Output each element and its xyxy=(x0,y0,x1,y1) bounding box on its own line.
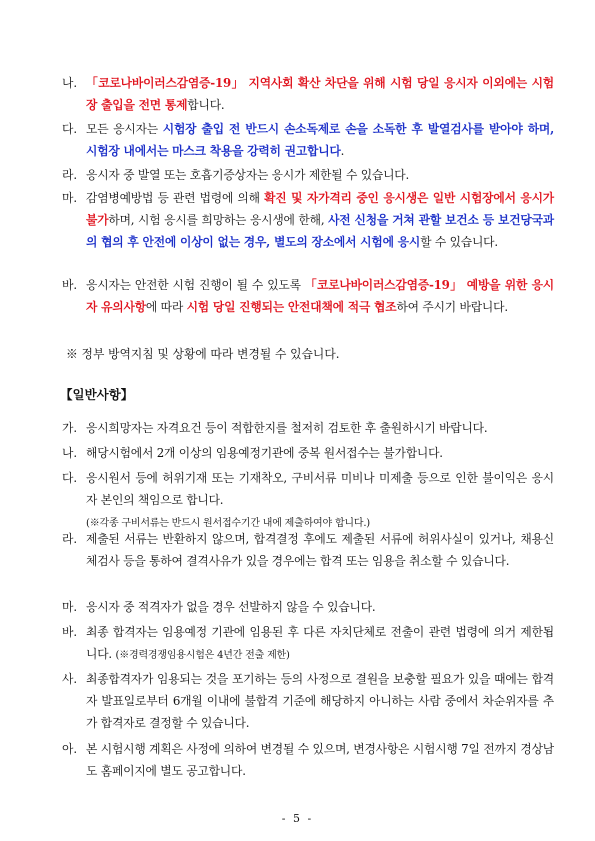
emphasis-red-text: 시험 당일 진행되는 안전대책에 적극 협조 xyxy=(186,300,397,314)
item-body xyxy=(86,668,554,734)
item-body xyxy=(86,467,554,535)
body-text: 합니다. xyxy=(187,98,225,112)
item-body xyxy=(86,442,554,464)
body-text: 응시자는 안전한 시험 진행이 될 수 있도록 xyxy=(86,278,305,292)
item-body xyxy=(86,187,554,253)
emphasis-blue-text: 사전 신청을 거쳐 관할 보건소 등 보건당국과의 협의 후 안전에 이상이 없는 경우, 별도의 장소에서 시험에 응시 xyxy=(86,213,555,249)
body-text: 할 수 있습니다. xyxy=(420,235,498,249)
general-item-na xyxy=(62,442,554,464)
body-text: 응시희망자는 자격요건 등이 적합한지를 철저히 검토한 후 출원하시기 바랍니다. xyxy=(86,421,488,435)
item-body xyxy=(86,528,554,572)
item-marker: 바. xyxy=(62,278,78,292)
body-text: 본 시험시행 계획은 사정에 의하여 변경될 수 있으며, 변경사항은 시험시행 7일 전까지 경상남도 홈페이지에 별도 공고합니다. xyxy=(86,742,554,778)
item-marker: 마. xyxy=(62,191,78,205)
parenthetical-note: (※각종 구비서류는 반드시 원서접수기간 내에 제출하여야 합니다.) xyxy=(86,518,371,529)
item-marker: 나. xyxy=(62,76,78,90)
item-marker: 마. xyxy=(62,600,78,614)
item-body xyxy=(86,417,554,439)
general-item-ma xyxy=(62,596,554,618)
general-item-ga xyxy=(62,417,554,439)
body-text: 최종 합격자는 임용예정 기관에 임용된 후 다른 자치단체로 전출이 관련 법령에 의거 제한됩니다. xyxy=(86,625,554,661)
general-item-da xyxy=(62,467,554,535)
emphasis-blue-text: 시험장 출입 전 반드시 손소독제로 손을 소독한 후 발열검사를 받아야 하며, 시험장 내에서는 마스크 착용을 강력히 권고합니다 xyxy=(86,122,555,158)
notice-item-ma xyxy=(62,187,554,253)
emphasis-red-text: 「코로나바이러스감염증-19」 지역사회 확산 차단을 위해 시험 당일 응시자 이외에는 시험장 출입을 전면 통제 xyxy=(86,76,554,112)
body-text: 모든 응시자는 xyxy=(86,122,163,136)
item-marker: 가. xyxy=(62,421,78,435)
notice-item-ba xyxy=(62,274,554,318)
body-text: 제출된 서류는 반환하지 않으며, 합격결정 후에도 제출된 서류에 허위사실이 있거나, 채용신체검사 등을 통하여 결격사유가 있을 경우에는 합격 또는 임용을 취소할 수 있습니다. xyxy=(86,532,554,568)
body-text: 해당시험에서 2개 이상의 임용예정기관에 중복 원서접수는 불가합니다. xyxy=(86,446,443,460)
item-body xyxy=(86,118,554,162)
body-text: 하며, 시험 응시를 희망하는 응시생에 한해, xyxy=(108,213,329,227)
item-marker: 라. xyxy=(62,532,78,546)
body-text: 응시자 중 적격자가 없을 경우 선발하지 않을 수 있습니다. xyxy=(86,600,376,614)
parenthetical-note: (※경력경쟁임용시험은 4년간 전출 제한) xyxy=(115,650,290,661)
item-body xyxy=(86,72,554,116)
item-marker: 바. xyxy=(62,625,78,639)
body-text: . xyxy=(340,144,345,158)
body-text: 에 따라 xyxy=(145,300,187,314)
item-marker: 사. xyxy=(62,672,78,686)
item-marker: 라. xyxy=(62,168,78,182)
notice-item-da xyxy=(62,118,554,162)
general-item-a xyxy=(62,738,554,782)
body-text: 최종합격자가 임용되는 것을 포기하는 등의 사정으로 결원을 보충할 필요가 있을 때에는 합격자 발표일로부터 6개월 이내에 불합격 기준에 해당하지 아니하는 사람 중에서 차순위자를 추가 합격자로 결정할 수 있습니다. xyxy=(86,672,554,730)
item-body xyxy=(86,621,554,667)
item-body xyxy=(86,738,554,782)
notice-item-na xyxy=(62,72,554,116)
body-text: 감염병예방법 등 관련 법령에 의해 xyxy=(86,191,265,205)
item-marker: 나. xyxy=(62,446,78,460)
item-marker: 다. xyxy=(62,471,78,485)
general-item-sa xyxy=(62,668,554,734)
body-text: 응시자 중 발열 또는 호흡기증상자는 응시가 제한될 수 있습니다. xyxy=(86,168,410,182)
item-marker: 아. xyxy=(62,742,78,756)
notice-item-ra xyxy=(62,164,554,186)
general-item-ba xyxy=(62,621,554,667)
government-guideline-note: ※ 정부 방역지침 및 상황에 따라 변경될 수 있습니다. xyxy=(66,347,340,361)
item-body xyxy=(86,596,554,618)
item-body xyxy=(86,274,554,318)
item-body xyxy=(86,164,554,186)
body-text: 하여 주시기 바랍니다. xyxy=(396,300,508,314)
emphasis-red-text: 「코로나바이러스감염증-19」 예방을 위한 응시자 유의사항 xyxy=(86,278,554,314)
general-item-ra xyxy=(62,528,554,572)
page-number: - 5 - xyxy=(281,812,314,825)
section-title-general: 【일반사항】 xyxy=(60,387,134,402)
body-text: 응시원서 등에 허위기재 또는 기재착오, 구비서류 미비나 미제출 등으로 인한 불이익은 응시자 본인의 책임으로 합니다. xyxy=(86,471,554,507)
item-marker: 다. xyxy=(62,122,78,136)
emphasis-red-text: 확진 및 자가격리 중인 응시생은 일반 시험장에서 응시가 불가 xyxy=(86,191,554,227)
